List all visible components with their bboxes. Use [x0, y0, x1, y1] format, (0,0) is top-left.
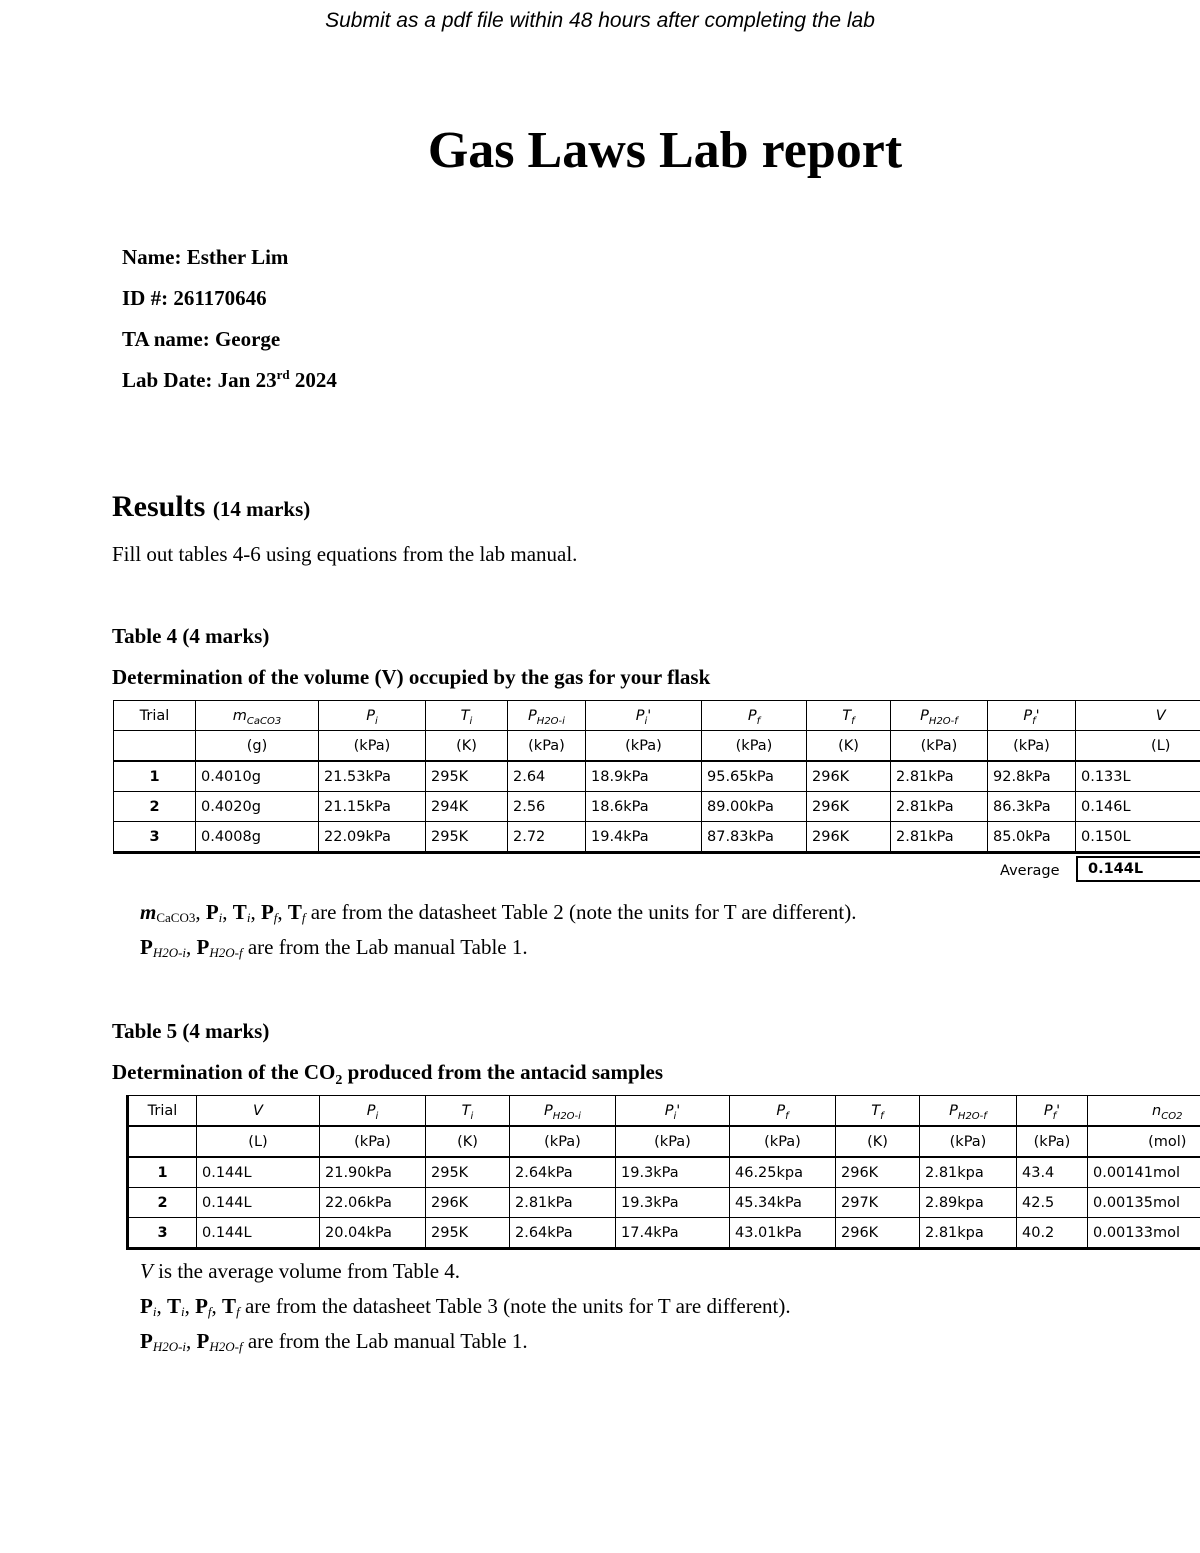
- data-cell: 295K: [426, 761, 508, 792]
- data-cell: 296K: [836, 1157, 920, 1188]
- average-volume: 0.144L: [1076, 856, 1200, 882]
- student-id: ID #: 261170646: [122, 286, 267, 310]
- data-cell: 22.06kPa: [320, 1188, 426, 1218]
- unit-cell: (kPa): [586, 731, 702, 762]
- unit-cell: [128, 1126, 197, 1157]
- data-cell: 296K: [807, 792, 891, 822]
- col-ph2o-f: $P_{H2O-f}$: [920, 1096, 1017, 1127]
- data-cell: 2.56: [508, 792, 586, 822]
- table4-caption: Determination of the volume (V) occupied by the gas for your flask: [112, 665, 711, 689]
- data-cell: 294K: [426, 792, 508, 822]
- table4-header-row: [114, 701, 1200, 731]
- table5-header-row: [128, 1096, 1200, 1127]
- data-cell: 296K: [836, 1218, 920, 1249]
- data-cell: 45.34kPa: [730, 1188, 836, 1218]
- col-ph2o-i: $P_{H2O-i}$: [508, 701, 586, 731]
- table5-units-row: [128, 1126, 1200, 1157]
- unit-cell: (K): [426, 1126, 510, 1157]
- data-cell: 0.4010g: [196, 761, 319, 792]
- data-cell: 21.53kPa: [319, 761, 426, 792]
- unit-cell: (kPa): [702, 731, 807, 762]
- lab-date-prefix: Lab Date: Jan 23: [122, 368, 277, 392]
- data-cell: 40.2: [1017, 1218, 1088, 1249]
- col-pf: $P_f$: [702, 701, 807, 731]
- unit-cell: (kPa): [319, 731, 426, 762]
- trial-cell: 3: [114, 822, 196, 853]
- table5-note-manual: $P_{H2O-i}$, $P_{H2O-f}$ are from the Lab manual Table 1.: [140, 1329, 528, 1354]
- table4-note2-text: are from the Lab manual Table 1.: [242, 935, 528, 959]
- data-cell: 0.150L: [1076, 822, 1200, 853]
- data-cell: 0.00133mol: [1088, 1218, 1200, 1249]
- table4-units-row: [114, 731, 1200, 762]
- lab-date-year: 2024: [289, 368, 337, 392]
- data-cell: 0.144L: [197, 1157, 320, 1188]
- data-cell: 19.4kPa: [586, 822, 702, 853]
- data-cell: 95.65kPa: [702, 761, 807, 792]
- data-cell: 2.89kpa: [920, 1188, 1017, 1218]
- table5-note2-text: are from the datasheet Table 3 (note the units for T are different).: [239, 1294, 791, 1318]
- trial-cell: 3: [128, 1218, 197, 1249]
- submission-banner: Submit as a pdf file within 48 hours after completing the lab: [325, 9, 875, 32]
- data-cell: 295K: [426, 1218, 510, 1249]
- results-marks: (14 marks): [212, 497, 311, 521]
- col-trial: Trial: [128, 1096, 197, 1127]
- data-cell: 21.15kPa: [319, 792, 426, 822]
- unit-cell: (kPa): [510, 1126, 616, 1157]
- table5-note-datasheet: $P_i$, $T_i$, $P_f$, $T_f$ are from the datasheet Table 3 (note the units for T are different).: [140, 1294, 791, 1319]
- data-cell: 0.144L: [197, 1218, 320, 1249]
- unit-cell: (g): [196, 731, 319, 762]
- col-ph2o-f: $P_{H2O-f}$: [891, 701, 988, 731]
- unit-cell: (K): [836, 1126, 920, 1157]
- data-cell: 17.4kPa: [616, 1218, 730, 1249]
- data-cell: 87.83kPa: [702, 822, 807, 853]
- table5-note3-text: are from the Lab manual Table 1.: [242, 1329, 528, 1353]
- data-cell: 21.90kPa: [320, 1157, 426, 1188]
- data-cell: 0.4008g: [196, 822, 319, 853]
- data-cell: 18.9kPa: [586, 761, 702, 792]
- data-cell: 2.81kPa: [891, 822, 988, 853]
- table5-caption: [112, 1058, 664, 1089]
- data-cell: 297K: [836, 1188, 920, 1218]
- data-cell: 19.3kPa: [616, 1157, 730, 1188]
- data-cell: 2.81kPa: [891, 792, 988, 822]
- table5-note-volume: V is the average volume from Table 4.: [140, 1259, 461, 1283]
- col-trial: Trial: [114, 701, 196, 731]
- ta-name: TA name: George: [122, 327, 281, 351]
- table5-caption-sub: 2: [335, 1073, 343, 1089]
- data-cell: 0.146L: [1076, 792, 1200, 822]
- col-volume: V: [1076, 701, 1200, 731]
- table-row: [128, 1218, 1200, 1249]
- table4-note-datasheet: $m_{CaCO3}$, $P_i$, $T_i$, $P_f$, $T_f$ are from the datasheet Table 2 (note the units for T are different).: [140, 900, 857, 925]
- student-name: Name: Esther Lim: [122, 245, 289, 269]
- col-mass: $m_{CaCO3}$: [196, 701, 319, 731]
- data-cell: 2.81kPa: [510, 1188, 616, 1218]
- table5-caption-prefix: Determination of the CO: [112, 1060, 336, 1084]
- table4-note1-text: are from the datasheet Table 2 (note the units for T are different).: [305, 900, 857, 924]
- col-pi: $P_i$: [319, 701, 426, 731]
- data-cell: 2.72: [508, 822, 586, 853]
- trial-cell: 2: [128, 1188, 197, 1218]
- unit-cell: (kPa): [920, 1126, 1017, 1157]
- table4-label: Table 4 (4 marks): [112, 624, 270, 648]
- table4: [113, 700, 1200, 854]
- table5: [126, 1095, 1200, 1250]
- data-cell: 22.09kPa: [319, 822, 426, 853]
- unit-cell: (kPa): [891, 731, 988, 762]
- average-label: Average: [1000, 863, 1060, 879]
- data-cell: 0.144L: [197, 1188, 320, 1218]
- col-ti: $T_i$: [426, 701, 508, 731]
- col-tf: $T_f$: [836, 1096, 920, 1127]
- data-cell: 295K: [426, 1157, 510, 1188]
- data-cell: 18.6kPa: [586, 792, 702, 822]
- unit-cell: [114, 731, 196, 762]
- table5-note1-text: is the average volume from Table 4.: [152, 1259, 461, 1283]
- data-cell: 2.64kPa: [510, 1218, 616, 1249]
- data-cell: 19.3kPa: [616, 1188, 730, 1218]
- results-title: Results: [112, 490, 206, 523]
- table4-note-manual: $P_{H2O-i}$, $P_{H2O-f}$ are from the Lab manual Table 1.: [140, 935, 528, 960]
- data-cell: 2.64kPa: [510, 1157, 616, 1188]
- data-cell: 2.81kpa: [920, 1157, 1017, 1188]
- col-pf-prime: $P_f'$: [988, 701, 1076, 731]
- data-cell: 0.00135mol: [1088, 1188, 1200, 1218]
- unit-cell: (kPa): [508, 731, 586, 762]
- results-instruction: Fill out tables 4-6 using equations from the lab manual.: [112, 542, 578, 566]
- lab-date: [122, 366, 337, 394]
- table5-label: Table 5 (4 marks): [112, 1019, 270, 1043]
- col-tf: $T_f$: [807, 701, 891, 731]
- table-row: [128, 1188, 1200, 1218]
- page-title: Gas Laws Lab report: [427, 122, 903, 179]
- data-cell: 0.00141mol: [1088, 1157, 1200, 1188]
- data-cell: 0.133L: [1076, 761, 1200, 792]
- trial-cell: 2: [114, 792, 196, 822]
- unit-cell: (kPa): [616, 1126, 730, 1157]
- trial-cell: 1: [114, 761, 196, 792]
- results-heading: [112, 488, 310, 528]
- data-cell: 296K: [807, 761, 891, 792]
- col-ti: $T_i$: [426, 1096, 510, 1127]
- table-row: [114, 761, 1200, 792]
- col-nco2: $n_{CO2}$: [1088, 1096, 1200, 1127]
- lab-date-suffix-sup: rd: [276, 367, 290, 382]
- data-cell: 295K: [426, 822, 508, 853]
- data-cell: 46.25kpa: [730, 1157, 836, 1188]
- data-cell: 2.64: [508, 761, 586, 792]
- table-row: [114, 822, 1200, 853]
- unit-cell: (K): [426, 731, 508, 762]
- unit-cell: (kPa): [988, 731, 1076, 762]
- unit-cell: (kPa): [1017, 1126, 1088, 1157]
- data-cell: 85.0kPa: [988, 822, 1076, 853]
- col-pi: $P_i$: [320, 1096, 426, 1127]
- data-cell: 0.4020g: [196, 792, 319, 822]
- table-row: [128, 1157, 1200, 1188]
- data-cell: 92.8kPa: [988, 761, 1076, 792]
- trial-cell: 1: [128, 1157, 197, 1188]
- table5-caption-suffix: produced from the antacid samples: [342, 1060, 664, 1084]
- data-cell: 296K: [807, 822, 891, 853]
- data-cell: 43.4: [1017, 1157, 1088, 1188]
- col-pi-prime: $P_i'$: [616, 1096, 730, 1127]
- data-cell: 2.81kPa: [891, 761, 988, 792]
- col-volume: V: [197, 1096, 320, 1127]
- unit-cell: (mol): [1088, 1126, 1200, 1157]
- data-cell: 20.04kPa: [320, 1218, 426, 1249]
- unit-cell: (kPa): [730, 1126, 836, 1157]
- data-cell: 86.3kPa: [988, 792, 1076, 822]
- data-cell: 296K: [426, 1188, 510, 1218]
- unit-cell: (L): [197, 1126, 320, 1157]
- col-pi-prime: $P_i'$: [586, 701, 702, 731]
- data-cell: 2.81kpa: [920, 1218, 1017, 1249]
- table-row: [114, 792, 1200, 822]
- data-cell: 43.01kPa: [730, 1218, 836, 1249]
- data-cell: 42.5: [1017, 1188, 1088, 1218]
- col-pf: $P_f$: [730, 1096, 836, 1127]
- col-ph2o-i: $P_{H2O-i}$: [510, 1096, 616, 1127]
- unit-cell: (kPa): [320, 1126, 426, 1157]
- col-pf-prime: $P_f'$: [1017, 1096, 1088, 1127]
- unit-cell: (L): [1076, 731, 1200, 762]
- unit-cell: (K): [807, 731, 891, 762]
- data-cell: 89.00kPa: [702, 792, 807, 822]
